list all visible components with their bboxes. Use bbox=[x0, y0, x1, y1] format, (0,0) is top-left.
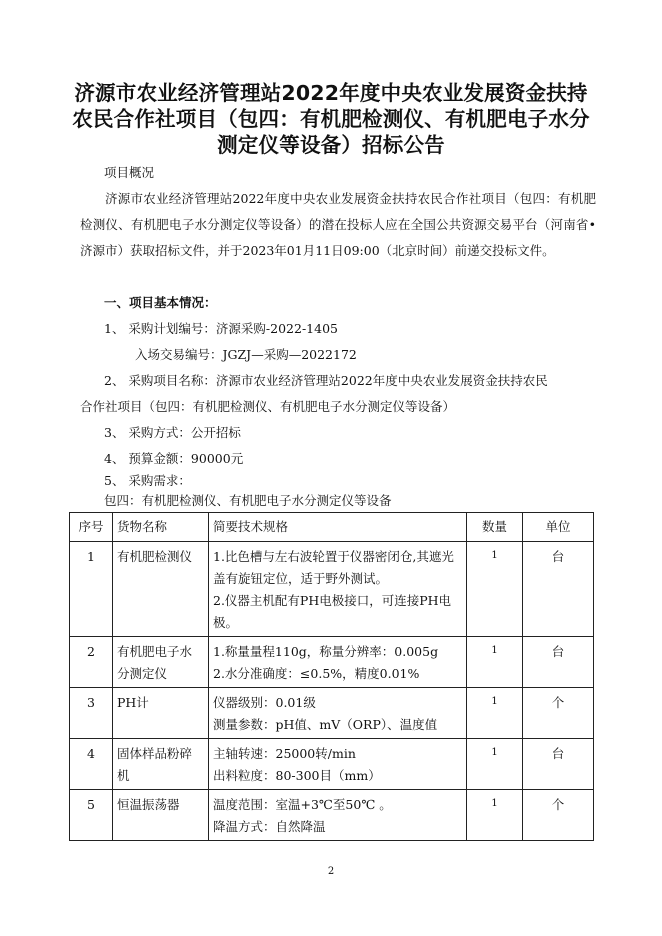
row-no: 3 bbox=[70, 688, 113, 739]
equipment-table bbox=[69, 512, 594, 841]
title-line-2: 农民合作社项目（包四：有机肥检测仪、有机肥电子水分 bbox=[72, 107, 590, 131]
row-no: 5 bbox=[70, 790, 113, 841]
row-no: 1 bbox=[70, 542, 113, 637]
row-unit: 台 bbox=[523, 637, 594, 688]
row-unit: 个 bbox=[523, 688, 594, 739]
row-spec bbox=[209, 637, 467, 688]
title-line-3: 测定仪等设备）招标公告 bbox=[217, 133, 445, 157]
row-spec-line-2: 2.水分准确度：≤0.5%，精度0.01% bbox=[213, 666, 420, 681]
row-goods-name: 有机肥检测仪 bbox=[113, 542, 209, 637]
header-spec: 简要技术规格 bbox=[209, 513, 467, 542]
procurement-demand: 5、 采购需求： bbox=[104, 473, 191, 488]
overview-label: 项目概况 bbox=[104, 165, 155, 180]
row-unit: 个 bbox=[523, 790, 594, 841]
row-goods-name: PH计 bbox=[113, 688, 209, 739]
table-row bbox=[70, 542, 594, 637]
header-goods-name: 货物名称 bbox=[113, 513, 209, 542]
row-no: 2 bbox=[70, 637, 113, 688]
table-row bbox=[70, 637, 594, 688]
table-header-row bbox=[70, 513, 594, 542]
row-quantity: 1 bbox=[467, 637, 523, 688]
project-name-line-1: 2、 采购项目名称：济源市农业经济管理站2022年度中央农业发展资金扶持农民 bbox=[104, 373, 548, 388]
row-quantity: 1 bbox=[467, 542, 523, 637]
header-unit: 单位 bbox=[523, 513, 594, 542]
row-spec-line-2: 降温方式：自然降温 bbox=[213, 819, 326, 834]
row-spec-line-1: 1.比色槽与左右波轮置于仪器密闭仓,其遮光盖有旋钮定位，适于野外测试。 bbox=[213, 549, 454, 586]
header-no: 序号 bbox=[70, 513, 113, 542]
page-number: 2 bbox=[327, 866, 335, 877]
row-spec bbox=[209, 790, 467, 841]
row-unit: 台 bbox=[523, 739, 594, 790]
row-spec-line-2: 出料粒度：80-300目（mm） bbox=[213, 768, 381, 783]
table-row bbox=[70, 688, 594, 739]
row-spec-line-2: 测量参数：pH值、mV（ORP）、温度值 bbox=[213, 717, 438, 732]
table-row bbox=[70, 790, 594, 841]
row-quantity: 1 bbox=[467, 739, 523, 790]
row-spec-line-2: 2.仪器主机配有PH电极接口，可连接PH电极。 bbox=[213, 593, 452, 630]
title-line-1: 济源市农业经济管理站2022年度中央农业发展资金扶持 bbox=[74, 81, 588, 105]
row-spec-line-1: 主轴转速：25000转/min bbox=[213, 746, 356, 761]
row-spec-line-1: 仪器级别：0.01级 bbox=[213, 695, 316, 710]
project-name-line-2: 合作社项目（包四：有机肥检测仪、有机肥电子水分测定仪等设备） bbox=[80, 399, 456, 414]
row-spec bbox=[209, 542, 467, 637]
header-quantity: 数量 bbox=[467, 513, 523, 542]
row-goods-name: 有机肥电子水分测定仪 bbox=[113, 637, 209, 688]
row-spec-line-1: 1.称量量程110g，称量分辨率：0.005g bbox=[213, 644, 439, 659]
table-row bbox=[70, 739, 594, 790]
row-quantity: 1 bbox=[467, 790, 523, 841]
package-caption: 包四：有机肥检测仪、有机肥电子水分测定仪等设备 bbox=[104, 493, 392, 508]
row-spec bbox=[209, 688, 467, 739]
budget-amount: 4、 预算金额：90000元 bbox=[104, 451, 244, 466]
row-spec bbox=[209, 739, 467, 790]
document-title bbox=[60, 80, 602, 158]
row-spec-line-1: 温度范围：室温+3℃至50℃ 。 bbox=[213, 797, 392, 812]
trade-number: 入场交易编号：JGZJ—采购—2022172 bbox=[135, 347, 357, 362]
plan-number: 1、 采购计划编号：济源采购-2022-1405 bbox=[104, 321, 338, 336]
section-heading: 一、项目基本情况： bbox=[104, 295, 217, 310]
row-goods-name: 固体样品粉碎机 bbox=[113, 739, 209, 790]
row-no: 4 bbox=[70, 739, 113, 790]
row-unit: 台 bbox=[523, 542, 594, 637]
row-goods-name: 恒温振荡器 bbox=[113, 790, 209, 841]
procurement-method: 3、 采购方式：公开招标 bbox=[104, 425, 241, 440]
overview-paragraph: 济源市农业经济管理站2022年度中央农业发展资金扶持农民合作社项目（包四：有机肥检测仪、有机肥电子水分测定仪等设备）的潜在投标人应在全国公共资源交易平台（河南省•济源市）获取招标文件，并于2023年01月11日09:00（北京时间）前递交投标文件。 bbox=[80, 191, 596, 258]
row-quantity: 1 bbox=[467, 688, 523, 739]
